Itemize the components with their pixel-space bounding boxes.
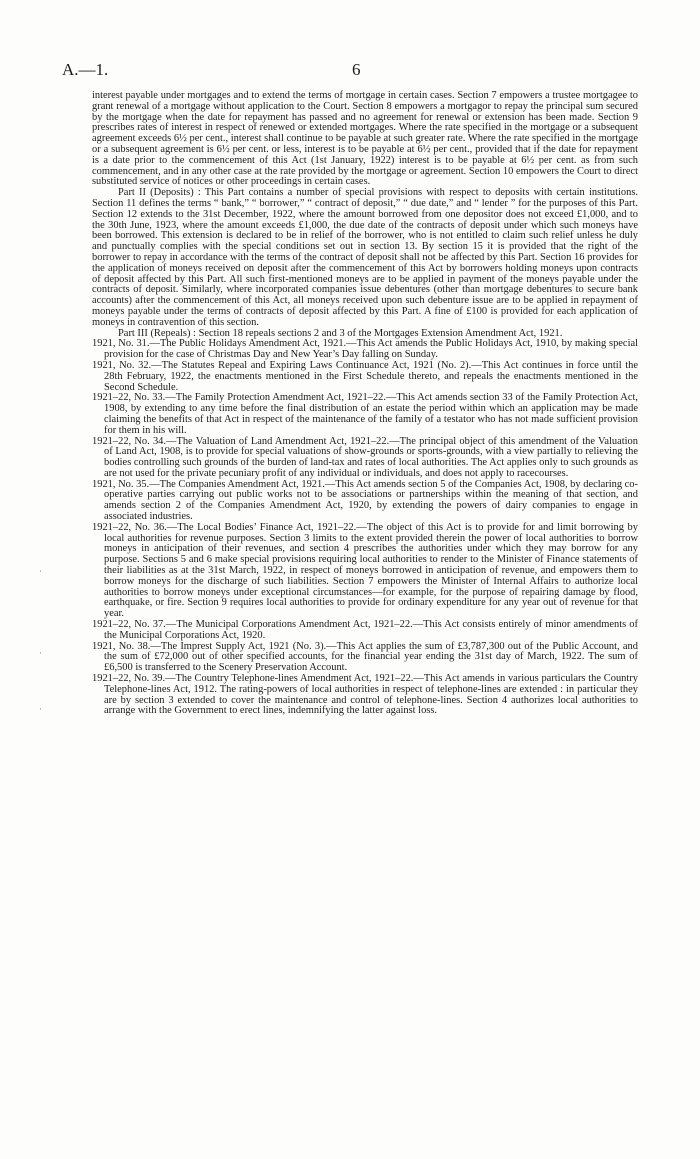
document-reference: A.—1. xyxy=(62,60,109,79)
page-number: 6 xyxy=(352,60,361,79)
act-summary: —The Imprest Supply Act, 1921 (No. 3).—This Act applies the sum of £3,787,300 out of the Public Account, and the sum of £72,000 out of other specified accounts, for the financial year ending the 31st day of March, 1922. The sum of £6,500 is transferred to the Scenery Preservation Account. xyxy=(104,640,638,674)
act-reference: 1921–22, No. 33. xyxy=(92,392,166,404)
act-reference: 1921, No. 35. xyxy=(92,478,150,490)
act-summary: —The Local Bodies’ Finance Act, 1921–22.—The object of this Act is to provide for and limit borrowing by local authorities for revenue purposes. Section 3 limits to the extent provided therein the power of local authorities to borrow moneys in anticipation of their revenues, and section 4 prescribes the authorities under which they may borrow for any purpose. Sections 5 and 6 make special provisions requiring local authorities to render to the Minister of Finance statements of their liabilities as at the 31st March, 1922, in respect of moneys borrowed in anticipation of revenue, and empowers them to borrow moneys for the discharge of such liabilities. Section 7 empowers the Minister of Internal Affairs to authorize local authorities to borrow moneys under exceptional circumstances—for example, for the purpose of repairing damage by flood, earthquake, or fire. Section 9 requires local authorities to provide for ordinary expenditure for any year out of revenue for that year. xyxy=(104,521,638,620)
act-reference: 1921–22, No. 37. xyxy=(92,619,166,631)
act-summary: —The Statutes Repeal and Expiring Laws Continuance Act, 1921 (No. 2).—This Act continues in force until the 28th February, 1922, the enactments mentioned in the First Schedule thereto, and repeals the enactments mentioned in the Second Schedule. xyxy=(104,359,638,393)
act-entry-31 xyxy=(92,339,638,361)
margin-mark xyxy=(40,652,41,654)
act-summary: —The Country Telephone-lines Amendment Act, 1921–22.—This Act amends in various particulars the Country Telephone-lines Act, 1912. The rating-powers of local authorities in respect of telephone-lines are extended : in particular they are by section 3 extended to cover the maintenance and control of telephone-lines. Section 4 authorizes local authorities to arrange with the Government to erect lines, indemnifying the latter against loss. xyxy=(104,673,638,717)
act-entry-37 xyxy=(92,620,638,642)
act-summary: —The Valuation of Land Amendment Act, 1921–22.—The principal object of this amendment of the Valuation of Land Act, 1908, is to provide for special valuations of show-grounds or sports-grounds, with a view partially to relieving the bodies controlling such grounds of the burden of land-tax and rates of local authorities. The Act applies only to such grounds as are not used for the private pecuniary profit of any individual or individuals, and does not apply to racecourses. xyxy=(104,435,638,479)
act-entry-35 xyxy=(92,480,638,523)
act-reference: 1921, No. 32. xyxy=(92,359,152,371)
margin-mark xyxy=(40,708,41,710)
paragraph-part-ii-deposits: Part II (Deposits) : This Part contains a number of special provisions with respect to deposits with certain institutions. Section 11 defines the terms “ bank,” “ borrower,” “ contract of deposit,” “ due date,” and “ lender ” for the purposes of this Part. Section 12 extends to the 31st December, 1922, where the amount borrowed from one depositor does not exceed £1,000, and to the 30th June, 1923, where the amount exceeds £1,000, the due date of the contracts of deposit under which such moneys have been borrowed. This extension is declared to be in relief of the borrower, who is not entitled to claim such relief unless he duly and punctually complies with the special conditions set out in section 13. By section 15 it is provided that the right of the borrower to repay in accordance with the terms of the contract of deposit shall not be affected by this Part. Section 16 provides for the application of moneys received on deposit after the commencement of this Act by borrowers holding moneys upon contracts of deposit affected by this Part. All such first-mentioned moneys are to be applied in payment of the moneys payable under the contracts of deposit. Similarly, where incorporated companies issue debentures (other than mortgage debentures to secure bank accounts) after the commencement of this Act, all moneys received upon such debenture issue are to be applied in repayment of moneys payable under the terms of contracts of deposit affected by this Part. A fine of £100 is provided for each application of moneys in contravention of this section. xyxy=(92,187,638,328)
act-reference: 1921–22, No. 34. xyxy=(92,435,166,447)
margin-mark xyxy=(40,570,41,572)
act-reference: 1921, No. 31. xyxy=(92,338,150,350)
act-entry-39 xyxy=(92,674,638,717)
act-summary: —The Family Protection Amendment Act, 1921–22.—This Act amends section 33 of the Family Protection Act, 1908, by extending to any time before the final distribution of an estate the period within which an application may be made claiming the benefits of that Act in respect of the maintenance of the family of a testator who has not made sufficient provision for them in his will. xyxy=(104,392,638,436)
body-text xyxy=(92,91,638,717)
act-entry-32 xyxy=(92,361,638,393)
act-entry-33 xyxy=(92,393,638,436)
act-reference: 1921, No. 38. xyxy=(92,640,151,652)
act-summary: —The Companies Amendment Act, 1921.—This Act amends section 5 of the Companies Act, 1908, by declaring co-operative parties carrying out public works not to be associations or partnerships within the meaning of that section, and amends section 2 of the Companies Amendment Act, 1920, by extending the powers of dairy companies to engage in associated industries. xyxy=(104,478,638,523)
page-header xyxy=(62,60,638,84)
act-reference: 1921–22, No. 36. xyxy=(92,521,167,533)
act-entry-36 xyxy=(92,523,638,620)
act-entry-38 xyxy=(92,642,638,674)
paragraph-mortgages-continued: interest payable under mortgages and to extend the terms of mortgage in certain cases. Section 7 empowers a trustee mortgagee to grant renewal of a mortgage without application to the Court. Section 8 empowers a mortgagor to repay the principal sum secured by the mortgage when the date for repayment has passed and no agreement for renewal or extension has been made. Section 9 prescribes rates of interest in respect of renewed or extended mortgages. Where the rate specified in the mortgage or a subsequent agreement exceeds 6½ per cent., interest shall continue to be payable at such greater rate. Where the rate specified in the mortgage or a subsequent agreement is 6½ per cent. or less, interest is to be payable at 6½ per cent., provided that if the date for repayment is a date prior to the commencement of this Act (1st January, 1922) interest is to be payable at 6½ per cent. as from such commencement, and in any other case at the rate provided by the mortgage or agreement. Section 10 empowers the Court to direct substituted service of notices or other proceedings in certain cases. xyxy=(92,90,638,188)
act-summary: —The Municipal Corporations Amendment Act, 1921–22.—This Act consists entirely of minor amendments of the Municipal Corporations Act, 1920. xyxy=(104,619,639,641)
act-entry-34 xyxy=(92,437,638,480)
paragraph-part-iii-repeals: Part III (Repeals) : Section 18 repeals sections 2 and 3 of the Mortgages Extension Amendment Act, 1921. xyxy=(118,327,563,339)
act-reference: 1921–22, No. 39. xyxy=(92,673,166,685)
act-summary: —The Public Holidays Amendment Act, 1921.—This Act amends the Public Holidays Act, 1910, by making special provision for the case of Christmas Day and New Year’s Day falling on Sunday. xyxy=(104,338,638,361)
